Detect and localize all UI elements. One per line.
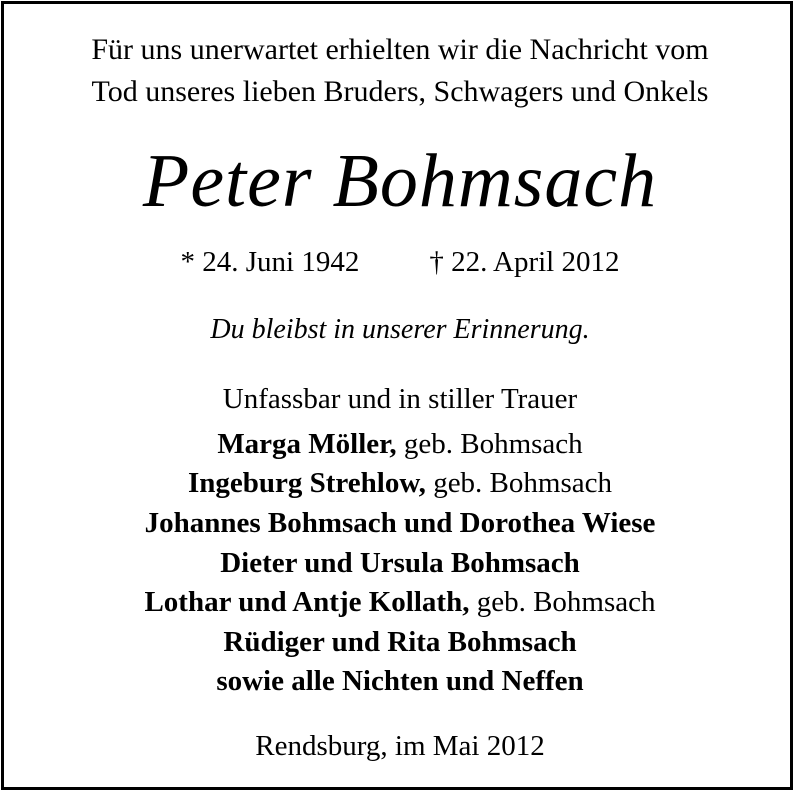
place-and-date: Rendsburg, im Mai 2012 (255, 730, 545, 762)
mourner-entry (0, 663, 800, 699)
mourner-entry (0, 584, 800, 620)
mourner-entry (0, 465, 800, 501)
mourner-note: geb. Bohmsach (433, 467, 612, 499)
mourner-name: Lothar und Antje Kollath, (144, 586, 470, 618)
life-dates (0, 244, 800, 280)
intro-line-2: Tod unseres lieben Bruders, Schwagers und Onkels (91, 75, 709, 108)
mourner-name: Dieter und Ursula Bohmsach (220, 547, 580, 579)
deceased-name: Peter Bohmsach (142, 139, 658, 223)
mourner-name: Johannes Bohmsach und Dorothea Wiese (144, 507, 656, 539)
intro-line-1: Für uns unerwartet erhielten wir die Nachricht vom (91, 33, 709, 66)
mourner-entry (0, 545, 800, 581)
mourning-line: Unfassbar und in stiller Trauer (222, 383, 578, 415)
mourner-name: sowie alle Nichten und Neffen (216, 665, 584, 697)
mourner-name: Rüdiger und Rita Bohmsach (223, 626, 577, 658)
mourner-entry (0, 426, 800, 462)
death-date: † 22. April 2012 (429, 246, 620, 278)
mourner-note: geb. Bohmsach (403, 428, 583, 460)
mourner-name: Marga Möller, (217, 428, 397, 460)
mourner-note: geb. Bohmsach (476, 586, 656, 618)
mourner-name: Ingeburg Strehlow, (187, 467, 426, 499)
mourner-entry (0, 505, 800, 541)
memorial-quote: Du bleibst in unserer Erinnerung. (210, 314, 590, 345)
birth-date: * 24. Juni 1942 (180, 246, 360, 278)
mourner-entry (0, 624, 800, 660)
